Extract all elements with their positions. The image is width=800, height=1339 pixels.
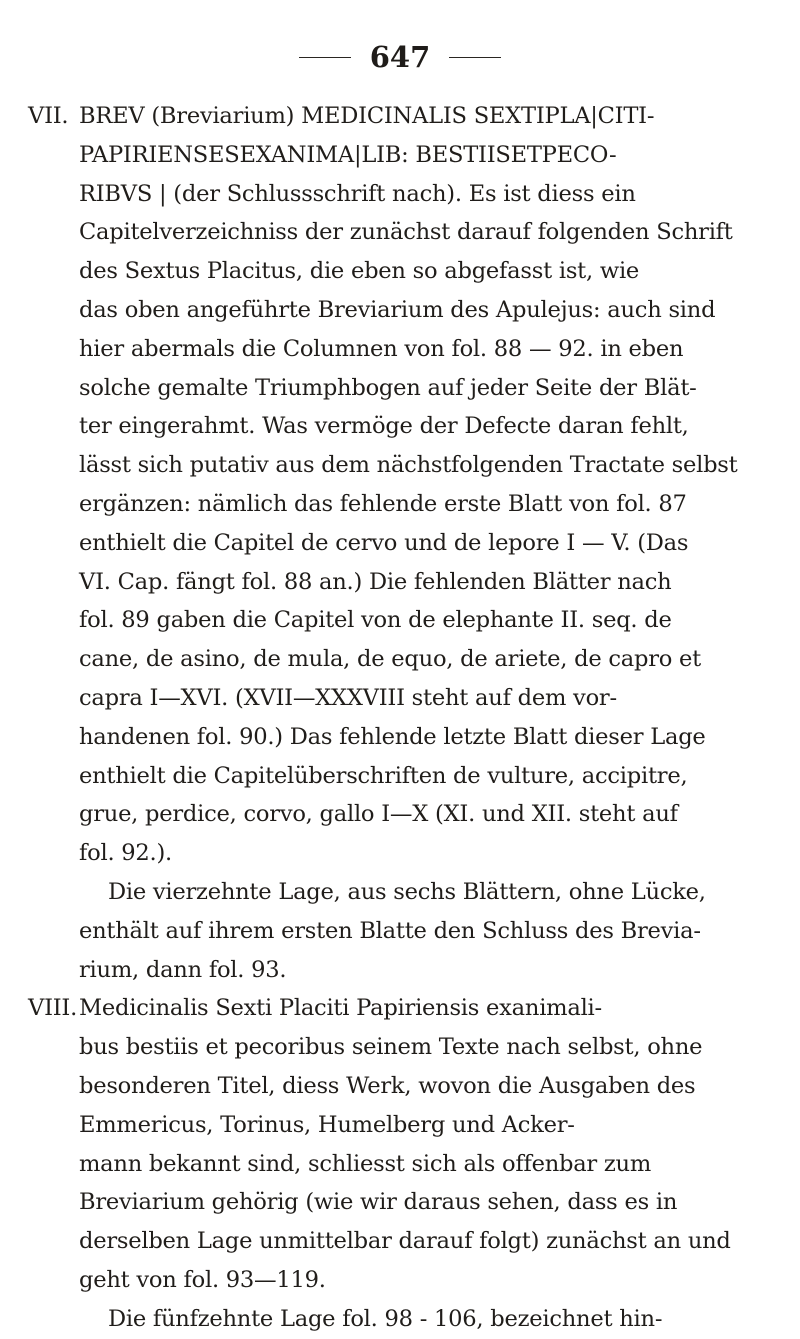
text-line xyxy=(0,1261,800,1300)
text-line xyxy=(0,291,800,330)
line-text: fol. 89 gaben die Capitel von de elephante II. seq. de xyxy=(79,607,672,634)
line-text: enthielt die Capitel de cervo und de lepore I — V. (Das xyxy=(79,529,689,556)
line-text: capra I—XVI. (XVII—XXXVIII steht auf dem vor- xyxy=(79,684,617,711)
line-text: ter eingerahmt. Was vermöge der Defecte daran fehlt, xyxy=(79,413,689,440)
line-text: Die vierzehnte Lage, aus sechs Blättern, ohne Lücke, xyxy=(108,878,706,905)
text-line xyxy=(0,252,800,291)
line-text: enthielt die Capitelüberschriften de vulture, accipitre, xyxy=(79,762,688,789)
line-text: cane, de asino, de mula, de equo, de ariete, de capro et xyxy=(79,646,701,673)
text-line xyxy=(0,1067,800,1106)
text-line xyxy=(0,213,800,252)
text-line xyxy=(0,951,800,990)
line-text: BREV (Breviarium) MEDICINALIS SEXTIPLA|CITI- xyxy=(79,103,655,129)
line-text: Capitelverzeichniss der zunächst darauf folgenden Schrift xyxy=(79,219,733,246)
text-line xyxy=(0,175,800,214)
text-line xyxy=(0,1028,800,1067)
text-line xyxy=(0,407,800,446)
line-text: Breviarium gehörig (wie wir daraus sehen, dass es in xyxy=(79,1189,678,1216)
line-text: rium, dann fol. 93. xyxy=(79,956,287,983)
line-text: enthält auf ihrem ersten Blatte den Schluss des Brevia- xyxy=(79,917,701,944)
text-line xyxy=(0,989,800,1028)
text-line xyxy=(0,1222,800,1261)
text-line xyxy=(0,563,800,602)
text-line xyxy=(0,524,800,563)
text-line xyxy=(0,1145,800,1184)
head-rule-left xyxy=(299,57,351,58)
line-text: besonderen Titel, diess Werk, wovon die Ausgaben des xyxy=(79,1072,696,1099)
line-text: bus bestiis et pecoribus seinem Texte nach selbst, ohne xyxy=(79,1034,703,1061)
text-line xyxy=(0,679,800,718)
text-line xyxy=(0,1106,800,1145)
text-line xyxy=(0,640,800,679)
line-text: ergänzen: nämlich das fehlende erste Blatt von fol. 87 xyxy=(79,490,687,517)
text-line xyxy=(0,873,800,912)
text-line xyxy=(0,912,800,951)
line-text: des Sextus Placitus, die eben so abgefasst ist, wie xyxy=(79,258,640,285)
text-line xyxy=(0,1183,800,1222)
text-line xyxy=(0,834,800,873)
line-text: geht von fol. 93—119. xyxy=(79,1266,326,1293)
head-rule-right xyxy=(449,57,501,58)
text-line xyxy=(0,718,800,757)
text-line xyxy=(0,601,800,640)
line-text: fol. 92.). xyxy=(79,840,172,867)
line-text: VI. Cap. fängt fol. 88 an.) Die fehlenden Blätter nach xyxy=(79,568,672,595)
line-text: Die fünfzehnte Lage fol. 98 - 106, bezeichnet hin- xyxy=(108,1305,663,1332)
line-text: Medicinalis Sexti Placiti Papiriensis exanimali- xyxy=(79,995,602,1022)
entry-number: VIII. xyxy=(28,995,78,1022)
line-text: handenen fol. 90.) Das fehlende letzte Blatt dieser Lage xyxy=(79,723,706,750)
line-text: mann bekannt sind, schliesst sich als offenbar zum xyxy=(79,1150,652,1177)
line-text: RIBVS | (der Schlussschrift nach). Es ist diess ein xyxy=(79,180,636,207)
text-line xyxy=(0,757,800,796)
line-text: hier abermals die Columnen von fol. 88 — 92. in eben xyxy=(79,335,684,362)
text-line xyxy=(0,795,800,834)
line-text: solche gemalte Triumphbogen auf jeder Seite der Blät- xyxy=(79,374,697,401)
text-line xyxy=(0,136,800,175)
line-text: das oben angeführte Breviarium des Apulejus: auch sind xyxy=(79,296,716,323)
text-line xyxy=(0,369,800,408)
text-line xyxy=(0,485,800,524)
text-line xyxy=(0,330,800,369)
entry-number: VII. xyxy=(28,103,69,129)
page-number: 647 xyxy=(369,40,431,74)
text-line xyxy=(0,1300,800,1339)
line-text: Emmericus, Torinus, Humelberg und Acker- xyxy=(79,1111,575,1138)
line-text: derselben Lage unmittelbar darauf folgt) zunächst an und xyxy=(79,1228,731,1255)
text-line xyxy=(0,446,800,485)
running-head xyxy=(0,40,800,80)
line-text: lässt sich putativ aus dem nächstfolgenden Tractate selbst xyxy=(79,452,738,479)
text-line xyxy=(0,97,800,136)
line-text: PAPIRIENSESEXANIMA|LIB: BESTIISETPECO- xyxy=(79,141,617,168)
line-text: grue, perdice, corvo, gallo I—X (XI. und XII. steht auf xyxy=(79,801,678,828)
text-body xyxy=(0,97,800,1339)
